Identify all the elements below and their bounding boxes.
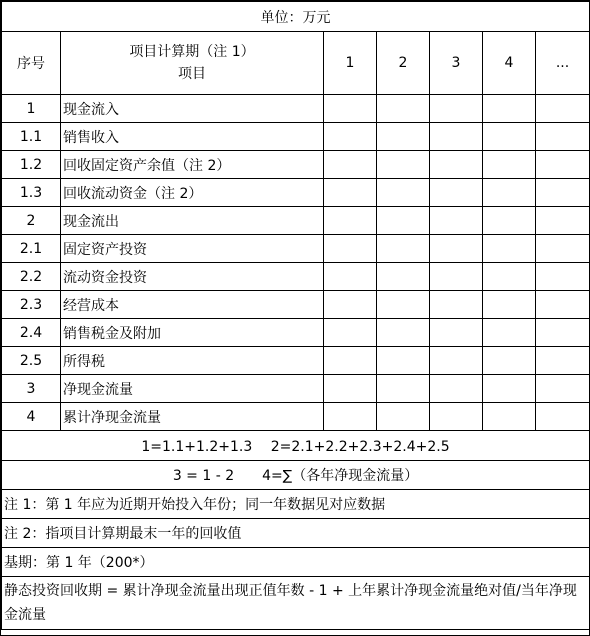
note-row [2, 577, 590, 630]
year-value-cell [483, 291, 536, 319]
row-item-name: 经营成本 [61, 291, 324, 319]
year-value-cell [536, 123, 590, 151]
year-value-cell [483, 207, 536, 235]
year-value-cell [483, 235, 536, 263]
note-row [2, 431, 590, 461]
row-item-name: 销售收入 [61, 123, 324, 151]
year-value-cell [324, 95, 377, 123]
year-value-cell [377, 403, 430, 431]
year-value-cell [430, 95, 483, 123]
note-row [2, 490, 590, 519]
table-row [2, 207, 590, 235]
year-value-cell [483, 95, 536, 123]
year-value-cell [536, 403, 590, 431]
row-item-name: 净现金流量 [61, 375, 324, 403]
table-row [2, 151, 590, 179]
year-value-cell [536, 207, 590, 235]
year-value-cell [536, 95, 590, 123]
row-item-name: 现金流出 [61, 207, 324, 235]
year-value-cell [324, 123, 377, 151]
cash-flow-table [1, 1, 590, 630]
row-number: 1.2 [2, 151, 61, 179]
row-item-name: 现金流入 [61, 95, 324, 123]
row-item-name: 所得税 [61, 347, 324, 375]
year-value-cell [430, 151, 483, 179]
unit-label: 单位：万元 [2, 2, 590, 32]
year-value-cell [536, 235, 590, 263]
period-label: 项目计算期（注 1） [129, 44, 255, 60]
year-value-cell [483, 123, 536, 151]
year-value-cell [536, 291, 590, 319]
row-number: 2 [2, 207, 61, 235]
row-number: 2.4 [2, 319, 61, 347]
year-value-cell [324, 207, 377, 235]
note-row [2, 461, 590, 490]
year-value-cell [483, 319, 536, 347]
row-number: 1.3 [2, 179, 61, 207]
index-header: 序号 [2, 32, 61, 95]
table-row [2, 95, 590, 123]
year-value-cell [483, 375, 536, 403]
row-item-name: 回收固定资产余值（注 2） [61, 151, 324, 179]
year-header-3: 3 [430, 32, 483, 95]
year-value-cell [324, 263, 377, 291]
year-header-2: 2 [377, 32, 430, 95]
row-number: 2.3 [2, 291, 61, 319]
year-value-cell [324, 375, 377, 403]
table-row [2, 179, 590, 207]
year-value-cell [377, 319, 430, 347]
formula-line-1: 1=1.1+1.2+1.3 2=2.1+2.2+2.3+2.4+2.5 [2, 431, 590, 461]
table-row [2, 375, 590, 403]
year-value-cell [324, 235, 377, 263]
row-item-name: 流动资金投资 [61, 263, 324, 291]
year-value-cell [324, 179, 377, 207]
year-header-more: ... [536, 32, 590, 95]
table-row [2, 235, 590, 263]
year-value-cell [430, 375, 483, 403]
year-value-cell [377, 123, 430, 151]
year-value-cell [377, 179, 430, 207]
year-value-cell [536, 263, 590, 291]
year-value-cell [483, 179, 536, 207]
year-value-cell [483, 347, 536, 375]
year-value-cell [536, 375, 590, 403]
year-value-cell [324, 319, 377, 347]
year-value-cell [377, 375, 430, 403]
year-value-cell [430, 123, 483, 151]
row-item-name: 固定资产投资 [61, 235, 324, 263]
year-value-cell [430, 263, 483, 291]
table-row [2, 319, 590, 347]
year-value-cell [430, 291, 483, 319]
year-value-cell [324, 291, 377, 319]
year-value-cell [536, 151, 590, 179]
year-value-cell [377, 207, 430, 235]
year-value-cell [536, 179, 590, 207]
item-header [61, 32, 324, 95]
year-value-cell [430, 179, 483, 207]
formula-line-2: 3 = 1 - 2 4=∑（各年净现金流量） [2, 461, 590, 490]
row-number: 3 [2, 375, 61, 403]
table-row [2, 403, 590, 431]
year-value-cell [377, 235, 430, 263]
year-value-cell [377, 291, 430, 319]
year-value-cell [430, 347, 483, 375]
table-row [2, 291, 590, 319]
year-value-cell [536, 319, 590, 347]
row-item-name: 销售税金及附加 [61, 319, 324, 347]
year-value-cell [483, 263, 536, 291]
year-value-cell [377, 347, 430, 375]
year-value-cell [536, 347, 590, 375]
note-row [2, 519, 590, 548]
year-value-cell [324, 151, 377, 179]
year-value-cell [430, 235, 483, 263]
item-label: 项目 [178, 66, 206, 82]
year-value-cell [430, 403, 483, 431]
year-value-cell [377, 95, 430, 123]
row-number: 2.1 [2, 235, 61, 263]
row-item-name: 回收流动资金（注 2） [61, 179, 324, 207]
payback-period-note: 静态投资回收期 = 累计净现金流量出现正值年数 - 1 + 上年累计净现金流量绝对值/当年净现金流量 [2, 577, 590, 630]
year-value-cell [430, 319, 483, 347]
note-1: 注 1：第 1 年应为近期开始投入年份；同一年数据见对应数据 [2, 490, 590, 519]
year-header-1: 1 [324, 32, 377, 95]
row-item-name: 累计净现金流量 [61, 403, 324, 431]
row-number: 1.1 [2, 123, 61, 151]
year-value-cell [377, 151, 430, 179]
note-2: 注 2：指项目计算期最末一年的回收值 [2, 519, 590, 548]
year-value-cell [324, 347, 377, 375]
row-number: 4 [2, 403, 61, 431]
year-value-cell [324, 403, 377, 431]
year-header-4: 4 [483, 32, 536, 95]
year-value-cell [483, 151, 536, 179]
table-row [2, 123, 590, 151]
table-row [2, 347, 590, 375]
year-value-cell [377, 263, 430, 291]
note-row [2, 548, 590, 577]
year-value-cell [483, 403, 536, 431]
year-value-cell [430, 207, 483, 235]
base-period-note: 基期：第 1 年（200*） [2, 548, 590, 577]
row-number: 1 [2, 95, 61, 123]
row-number: 2.2 [2, 263, 61, 291]
table-row [2, 263, 590, 291]
row-number: 2.5 [2, 347, 61, 375]
